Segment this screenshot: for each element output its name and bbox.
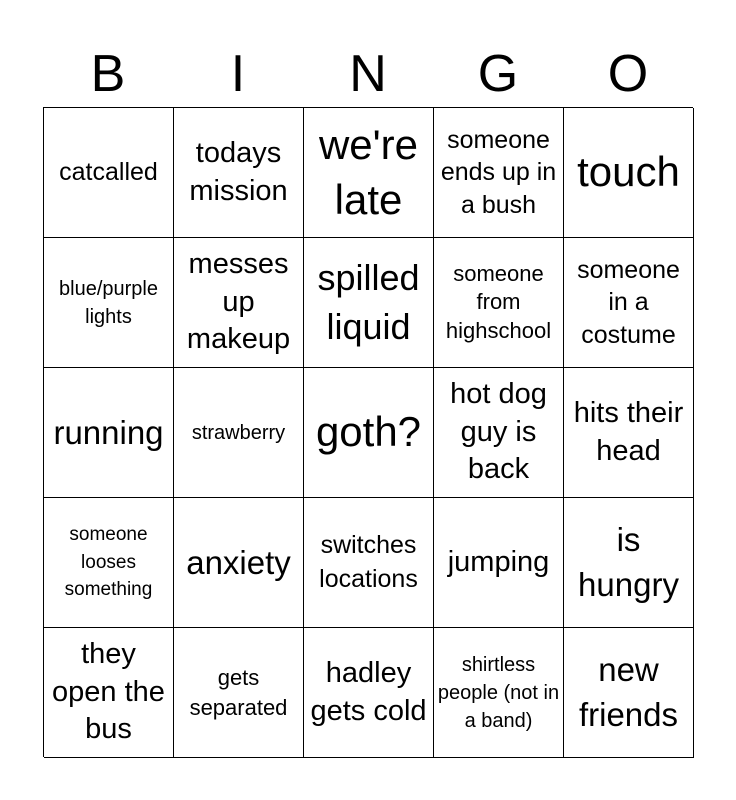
bingo-cell[interactable] — [434, 368, 564, 498]
cell-label: gets separated — [189, 664, 288, 720]
cell-label: shirtless people (not in a band) — [437, 653, 560, 732]
bingo-cell[interactable] — [174, 238, 304, 368]
header-letter-i: I — [230, 45, 246, 103]
bingo-cell[interactable] — [434, 238, 564, 368]
cell-label: someone looses something — [64, 524, 153, 601]
cell-label: switches locations — [319, 530, 418, 593]
bingo-cell[interactable] — [44, 108, 174, 238]
bingo-cell[interactable] — [304, 238, 434, 368]
cell-label: is hungry — [578, 520, 679, 603]
cell-label: anxiety — [186, 543, 291, 581]
cell-label: someone ends up in a bush — [440, 125, 557, 219]
cell-label: hadley gets cold — [310, 656, 427, 727]
bingo-cell[interactable] — [174, 368, 304, 498]
cell-label: someone from highschool — [445, 260, 552, 343]
bingo-cell[interactable] — [304, 498, 434, 628]
cell-label: strawberry — [191, 421, 286, 444]
bingo-cell[interactable] — [434, 628, 564, 758]
bingo-cell[interactable] — [564, 628, 694, 758]
cell-label: blue/purple lights — [59, 277, 158, 328]
bingo-cell[interactable] — [174, 628, 304, 758]
cell-label: goth? — [315, 408, 422, 456]
bingo-cell[interactable] — [44, 628, 174, 758]
cell-label: catcalled — [59, 158, 158, 187]
bingo-cell[interactable] — [564, 108, 694, 238]
bingo-cell[interactable] — [44, 238, 174, 368]
cell-label: spilled liquid — [317, 256, 420, 347]
bingo-cell[interactable] — [44, 368, 174, 498]
bingo-cell[interactable] — [44, 498, 174, 628]
bingo-cell[interactable] — [174, 498, 304, 628]
cell-label: someone in a costume — [577, 255, 680, 349]
bingo-header — [43, 40, 693, 108]
bingo-cell[interactable] — [564, 498, 694, 628]
header-letter-n: N — [349, 45, 387, 103]
header-letter-g: G — [477, 45, 519, 103]
bingo-cell[interactable] — [304, 628, 434, 758]
bingo-cell[interactable] — [434, 108, 564, 238]
header-letter-b: B — [90, 45, 126, 103]
header-letter-o: O — [607, 45, 649, 103]
bingo-cell[interactable] — [434, 498, 564, 628]
cell-label: jumping — [447, 545, 550, 578]
cell-label: new friends — [578, 650, 679, 733]
cell-label: running — [53, 413, 164, 451]
bingo-cell[interactable] — [174, 108, 304, 238]
bingo-cell[interactable] — [304, 108, 434, 238]
bingo-cell[interactable] — [304, 368, 434, 498]
cell-label: todays mission — [189, 136, 288, 207]
cell-label: touch — [577, 148, 680, 196]
bingo-cell[interactable] — [564, 368, 694, 498]
cell-label: we're late — [318, 120, 419, 223]
cell-label: hits their head — [573, 396, 684, 467]
bingo-cell[interactable] — [564, 238, 694, 368]
cell-label: they open the bus — [52, 637, 165, 746]
cell-label: messes up makeup — [186, 247, 291, 356]
bingo-board — [43, 107, 693, 757]
cell-label: hot dog guy is back — [450, 377, 547, 486]
